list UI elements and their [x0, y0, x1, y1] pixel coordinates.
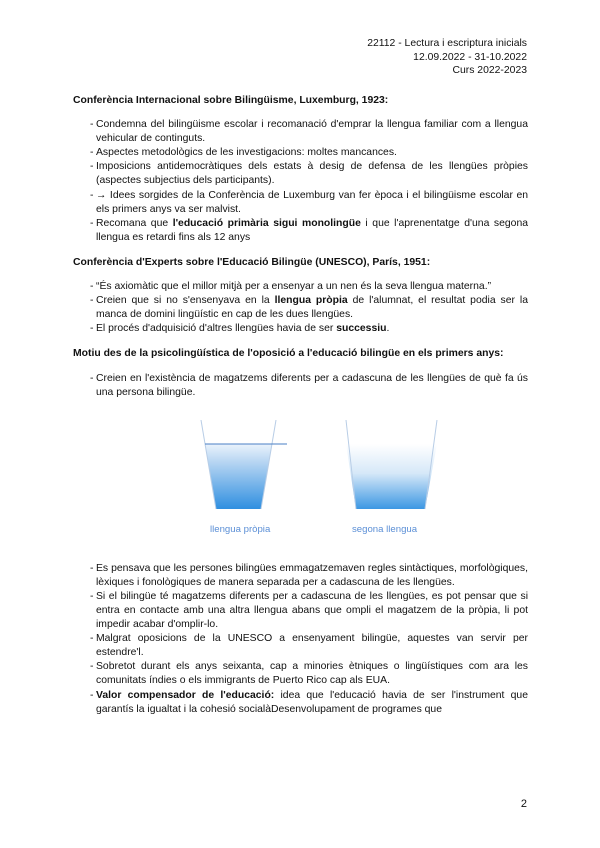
list-item: - Es pensava que les persones bilingües emmagatzemaven regles sintàctiques, morfològiques, lèxiques i fonològiques de manera separada per a cadascuna de les llengües. [73, 562, 528, 590]
list-item: - “És axiomàtic que el millor mitjà per a ensenyar a un nen és la seva llengua materna.” [73, 280, 528, 294]
page-number: 2 [520, 798, 527, 810]
list-item: - Recomana que l'educació primària sigui monolingüe i que l'aprenentatge d'una segona llengua es retardi fins als 12 anys [73, 217, 528, 245]
container-segona-llengua [346, 420, 437, 509]
list-luxemburg [73, 118, 528, 245]
list-item: - El procés d'adquisició d'altres llengües havia de ser successiu. [73, 322, 528, 336]
container-llengua-propia [201, 420, 287, 509]
list-item: - Creien que si no s'ensenyava en la llengua pròpia de l'alumnat, el resultat podia ser la manca de domini lingüístic en cap de les dues llengües. [73, 294, 528, 322]
header-year: Curs 2022-2023 [452, 65, 527, 77]
document-body [73, 94, 528, 717]
list-item: - Creien en l'existència de magatzems diferents per a cadascuna de les llengües de què fa ús una persona bilingüe. [73, 372, 528, 400]
caption-segona-llengua: segona llengua [352, 523, 418, 535]
storage-diagram [73, 420, 528, 540]
section-heading-unesco: Conferència d'Experts sobre l'Educació Bilingüe (UNESCO), París, 1951: [73, 256, 431, 268]
list-item: - Valor compensador de l'educació: idea que l'educació havia de ser l'instrument que garantís la igualtat i la cohesió socialàDesenvolupament de programes que [73, 689, 528, 717]
header-course: 22112 - Lectura i escriptura inicials [367, 38, 527, 49]
list-item: - Condemna del bilingüisme escolar i recomanació d'emprar la llengua familiar com a llengua vehicular de continguts. [73, 118, 528, 146]
list-psycholinguistics-cont [73, 562, 528, 717]
section-heading-psycholinguistics: Motiu des de la psicolingüística de l'oposició a l'educació bilingüe en els primers anys: [73, 348, 504, 360]
list-unesco [73, 280, 528, 336]
language-storage-figure [73, 420, 528, 540]
list-item: - → Idees sorgides de la Conferència de Luxemburg van fer època i el bilingüisme escolar en els primers anys va ser malvist. [73, 189, 528, 217]
section-heading-luxemburg: Conferència Internacional sobre Bilingüisme, Luxemburg, 1923: [73, 95, 389, 106]
caption-llengua-propia: llengua pròpia [210, 523, 271, 535]
header-dates: 12.09.2022 - 31-10.2022 [413, 51, 527, 63]
list-item: - Imposicions antidemocràtiques dels estats à desig de defensa de les llengües pròpies (aspectes subjectius dels participants). [73, 160, 528, 188]
list-item: - Si el bilingüe té magatzems diferents per a cadascuna de les llengües, es pot pensar que si entra en contacte amb una altra llengua abans que ompli el magatzem de la pròpia, li pot impedir acabar d'omplir-lo. [73, 590, 528, 632]
list-psycholinguistics [73, 372, 528, 400]
page-header [367, 37, 527, 78]
list-item: - Malgrat oposicions de la UNESCO a ensenyament bilingüe, aquestes van servir per estendre'l. [73, 632, 528, 660]
list-item: - Aspectes metodològics de les investigacions: moltes mancances. [73, 146, 528, 160]
list-item: - Sobretot durant els anys seixanta, cap a minories ètniques o lingüístiques com ara les comunitats índies o els immigrants de Puerto Rico cap als EUA. [73, 660, 528, 688]
